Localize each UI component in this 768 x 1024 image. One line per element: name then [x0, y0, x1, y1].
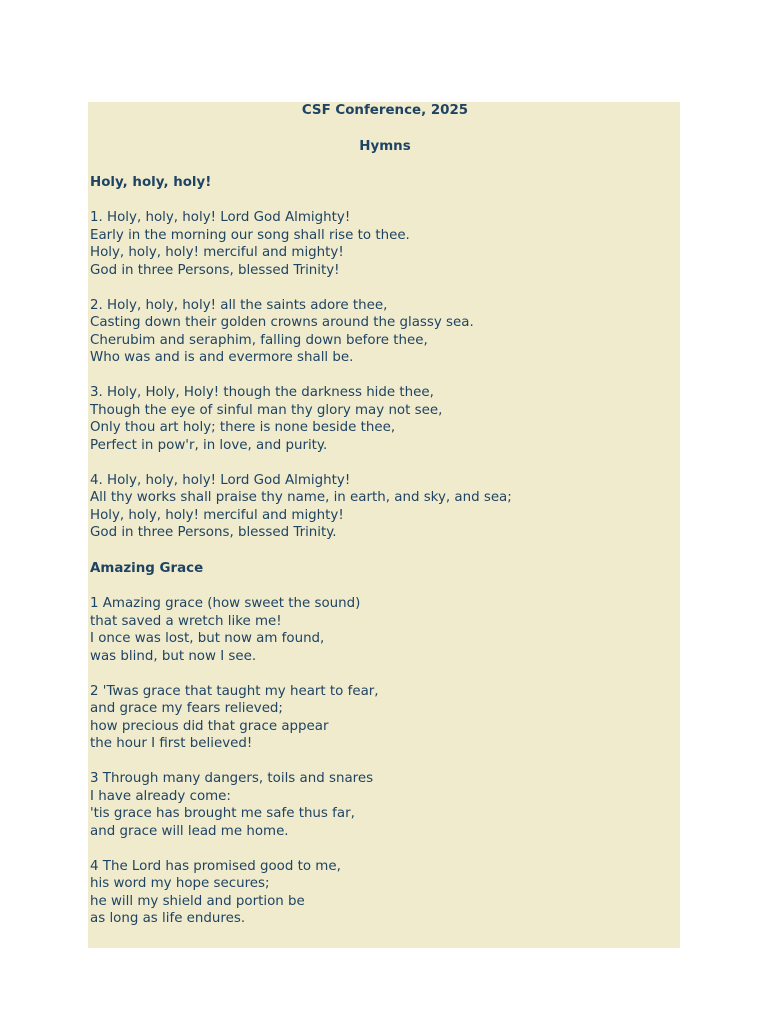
verse: [90, 683, 680, 753]
verse-line: 3. Holy, Holy, Holy! though the darkness hide thee,: [90, 385, 434, 400]
verse: [90, 209, 680, 279]
verse-line: Holy, holy, holy! merciful and mighty!: [90, 507, 344, 523]
verse-line: Only thou art holy; there is none beside thee,: [90, 420, 396, 435]
verse-line: God in three Persons, blessed Trinity.: [90, 525, 337, 540]
verse-line: Perfect in pow'r, in love, and purity.: [90, 437, 328, 453]
verse-line: and grace my fears relieved;: [90, 701, 283, 716]
verse-line: 1. Holy, holy, holy! Lord God Almighty!: [90, 210, 351, 225]
verse: [90, 384, 680, 454]
verse: [90, 472, 680, 542]
verse-line: Holy, holy, holy! merciful and mighty!: [90, 245, 344, 260]
verse-line: 3 Through many dangers, toils and snares: [90, 771, 374, 786]
section-heading: Hymns: [359, 139, 411, 154]
conference-title: CSF Conference, 2025: [301, 103, 469, 118]
verse-line: 'tis grace has brought me safe thus far,: [90, 806, 355, 821]
verse-line: 4. Holy, holy, holy! Lord God Almighty!: [90, 472, 351, 488]
verse-line: I once was lost, but now am found,: [90, 631, 325, 646]
verse-line: Casting down their golden crowns around the glassy sea.: [90, 315, 474, 330]
verse-line: Though the eye of sinful man thy glory may not see,: [90, 402, 443, 418]
verse-line: Early in the morning our song shall rise to thee.: [90, 227, 410, 243]
verse-line: God in three Persons, blessed Trinity!: [90, 262, 340, 278]
verse-line: Cherubim and seraphim, falling down before thee,: [90, 332, 428, 348]
verse-line: All thy works shall praise thy name, in earth, and sky, and sea;: [90, 490, 512, 505]
verse-line: Who was and is and evermore shall be.: [90, 350, 354, 365]
verse-line: the hour I first believed!: [90, 736, 253, 751]
hymn-title: Holy, holy, holy!: [90, 175, 212, 190]
hymn: [90, 560, 680, 928]
verse: [90, 595, 680, 665]
hymn: [90, 174, 680, 542]
verse-line: 4 The Lord has promised good to me,: [90, 858, 341, 874]
verse: [90, 770, 680, 840]
verse: [90, 858, 680, 928]
verse-line: he will my shield and portion be: [90, 893, 305, 909]
verse-line: I have already come:: [90, 788, 231, 804]
hymn-sheet-panel: [88, 102, 680, 948]
hymn-title: Amazing Grace: [90, 561, 204, 576]
verse-line: that saved a wretch like me!: [90, 613, 282, 629]
verse-line: his word my hope secures;: [90, 876, 270, 891]
verse-line: and grace will lead me home.: [90, 823, 289, 839]
verse-line: 2 'Twas grace that taught my heart to fear,: [90, 683, 379, 699]
verse-line: as long as life endures.: [90, 911, 246, 926]
verse-line: how precious did that grace appear: [90, 718, 329, 734]
verse-line: was blind, but now I see.: [90, 648, 257, 664]
verse: [90, 297, 680, 367]
verse-line: 1 Amazing grace (how sweet the sound): [90, 596, 361, 611]
verse-line: 2. Holy, holy, holy! all the saints adore thee,: [90, 297, 388, 313]
